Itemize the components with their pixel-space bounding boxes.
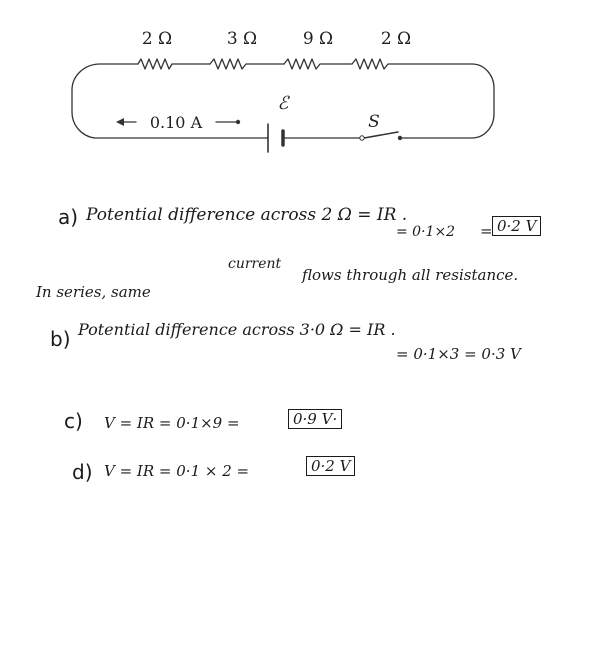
series-note-part2: current (228, 256, 282, 272)
resistor-label: 9 Ω (302, 29, 334, 49)
part-c-label: c) (64, 409, 83, 433)
resistor-3ohm (210, 59, 284, 69)
part-b-line2: = 0·1×3 = 0·3 V (396, 345, 521, 363)
part-a-label: a) (58, 205, 79, 229)
part-c-answer-box: 0·9 V· (288, 409, 342, 429)
series-note-part1: In series, same (36, 283, 151, 301)
part-d-label: d) (72, 460, 93, 484)
resistor-2ohm-left (138, 59, 210, 69)
part-a-answer-box: 0·2 V (492, 216, 541, 236)
part-b-line1: Potential difference across 3·0 Ω = IR . (78, 320, 396, 339)
resistor-label: 3 Ω (226, 29, 258, 49)
resistor-9ohm (284, 59, 352, 69)
part-a-line1: Potential difference across 2 Ω = IR . (86, 205, 408, 225)
resistor-label: 2 Ω (141, 29, 173, 49)
part-b-label: b) (50, 327, 71, 351)
resistor-2ohm-right (352, 59, 424, 69)
switch-label: S (368, 112, 380, 132)
emf-label: ℰ (277, 93, 289, 114)
part-d-answer-box: 0·2 V (306, 456, 355, 476)
current-label: 0.10 A (149, 113, 203, 132)
series-note-part3: flows through all resistance. (302, 266, 519, 284)
switch-lever (364, 132, 398, 138)
resistor-label: 2 Ω (380, 29, 412, 49)
circuit-diagram (0, 0, 612, 180)
part-d-text: V = IR = 0·1 × 2 = (104, 462, 250, 480)
part-c-text: V = IR = 0·1×9 = (104, 414, 240, 432)
part-a-line2: = 0·1×2 (396, 224, 456, 240)
